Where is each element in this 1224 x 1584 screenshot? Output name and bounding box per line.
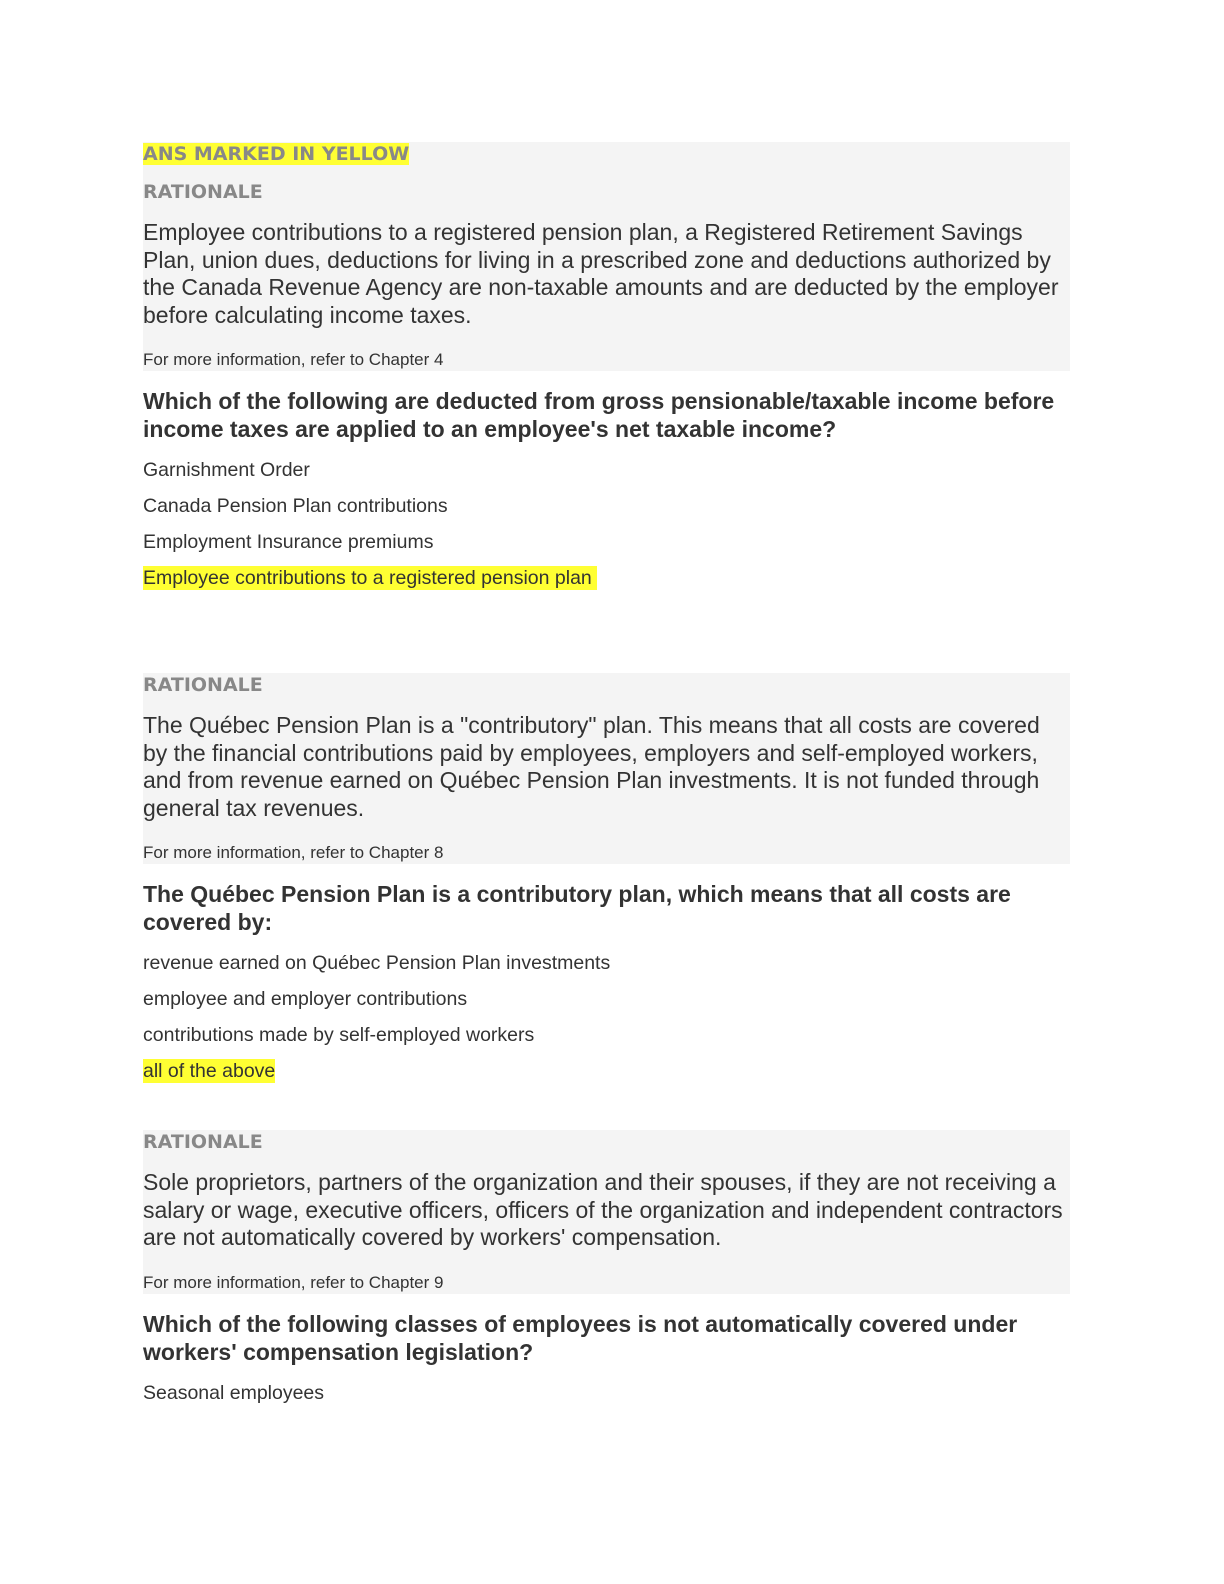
question-text: Which of the following are deducted from gross pensionable/taxable income before income taxes are applied to an employee's net taxable income? — [143, 388, 1055, 442]
question-text: The Québec Pension Plan is a contributory plan, which means that all costs are covered by: — [143, 881, 1011, 935]
more-info-note: For more information, refer to Chapter 8 — [143, 843, 444, 862]
answer-option: Seasonal employees — [143, 1381, 325, 1404]
answer-option: revenue earned on Québec Pension Plan investments — [143, 952, 611, 974]
correct-answer-option: all of the above — [143, 1060, 276, 1082]
rationale-box-2 — [143, 673, 1070, 864]
answer-options — [143, 951, 1070, 1083]
document-content — [143, 142, 1070, 1405]
answer-note: ANS MARKED IN YELLOW — [143, 143, 410, 165]
more-info-note: For more information, refer to Chapter 9 — [143, 1272, 444, 1292]
answer-option: employee and employer contributions — [143, 988, 468, 1010]
answer-option: contributions made by self-employed workers — [143, 1024, 535, 1046]
question-text: Which of the following classes of employees is not automatically covered under workers' compensation legislation? — [143, 1310, 1018, 1365]
rationale-text: Sole proprietors, partners of the organization and their spouses, if they are not receiving a salary or wage, executive officers, officers of the organization and independent contractors are not automatically covered by workers' compensation. — [143, 1169, 1063, 1250]
rationale-text: The Québec Pension Plan is a "contributory" plan. This means that all costs are covered by the financial contributions paid by employees, employers and self-employed workers, and from revenue earned on Québec Pension Plan investments. It is not funded through general tax revenues. — [143, 712, 1040, 821]
rationale-label: RATIONALE — [143, 674, 263, 696]
answer-option: Canada Pension Plan contributions — [143, 495, 448, 517]
rationale-label: RATIONALE — [143, 1131, 263, 1153]
rationale-box-1 — [143, 142, 1070, 371]
answer-options — [143, 1381, 1070, 1405]
more-info-note: For more information, refer to Chapter 4 — [143, 350, 444, 369]
rationale-label: RATIONALE — [143, 181, 263, 203]
rationale-box-3 — [143, 1130, 1070, 1294]
answer-options — [143, 458, 1070, 590]
answer-option: Employment Insurance premiums — [143, 531, 434, 553]
answer-note-line — [143, 142, 1070, 166]
answer-option: Garnishment Order — [143, 459, 310, 481]
correct-answer-option: Employee contributions to a registered pension plan — [143, 567, 598, 589]
rationale-text: Employee contributions to a registered pension plan, a Registered Retirement Savings Plan, union dues, deductions for living in a prescribed zone and deductions authorized by the Canada Revenue Agency are non-taxable amounts and are deducted by the employer before calculating income taxes. — [143, 219, 1059, 328]
